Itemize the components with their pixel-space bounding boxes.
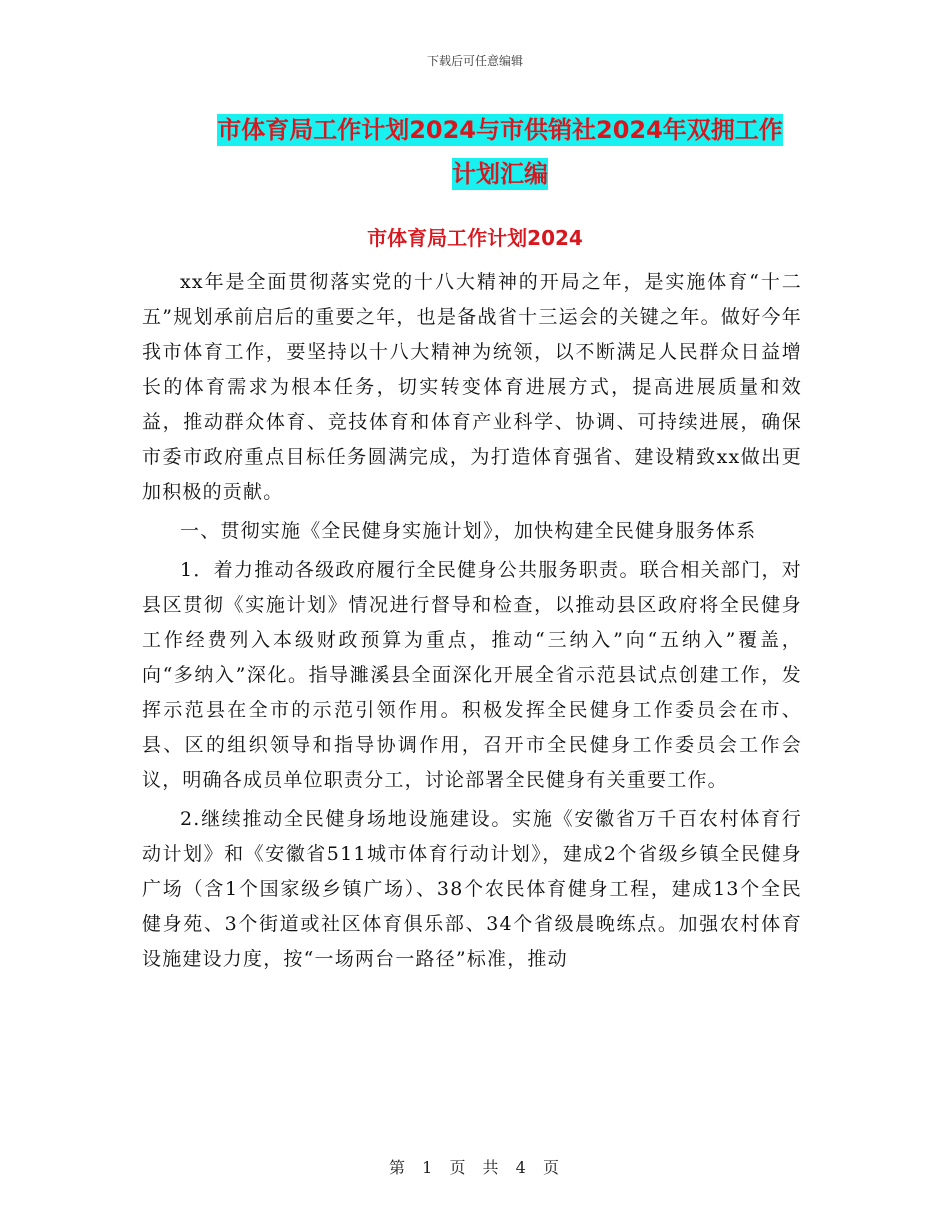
paragraph-intro: xx年是全面贯彻落实党的十八大精神的开局之年，是实施体育“十二五”规划承前启后的重要之年，也是备战省十三运会的关键之年。做好今年我市体育工作，要坚持以十八大精神为统领，以不断满足人民群众日益增长的体育需求为根本任务，切实转变体育进展方式，提高进展质量和效益，推动群众体育、竞技体育和体育产业科学、协调、可持续进展，确保市委市政府重点目标任务圆满完成，为打造体育强省、建设精致xx做出更加积极的贡献。 <box>142 271 802 503</box>
footer-total-pages: 4 <box>515 1158 528 1177</box>
section-title: 市体育局工作计划2024 <box>367 226 583 250</box>
footer-prefix: 第 <box>389 1158 408 1177</box>
document-title-line-2: 计划汇编 <box>452 160 548 188</box>
footer-page-label: 页 <box>449 1158 468 1177</box>
paragraph-item-1: 1．着力推动各级政府履行全民健身公共服务职责。联合相关部门，对县区贯彻《实施计划》情况进行督导和检查，以推动县区政府将全民健身工作经费列入本级财政预算为重点，推动“三纳入”向“五纳入”覆盖，向“多纳入”深化。指导濉溪县全面深化开展全省示范县试点创建工作，发挥示范县在全市的示范引领作用。积极发挥全民健身工作委员会在市、县、区的组织领导和指导协调作用，召开市全民健身工作委员会工作会议，明确各成员单位职责分工，讨论部署全民健身有关重要工作。 <box>142 559 802 791</box>
footer-suffix: 页 <box>542 1158 561 1177</box>
body-text <box>142 265 802 981</box>
footer-page-number: 1 <box>422 1158 435 1177</box>
header-note: 下载后可任意编辑 <box>426 54 523 68</box>
document-title <box>195 108 805 196</box>
paragraph-item-2: 2.继续推动全民健身场地设施建设。实施《安徽省万千百农村体育行动计划》和《安徽省511城市体育行动计划》，建成2个省级乡镇全民健身广场（含1个国家级乡镇广场）、38个农民体育健身工程，建成13个全民健身苑、3个街道或社区体育俱乐部、34个省级晨晚练点。加强农村体育设施建设力度，按“一场两台一路径”标准，推动 <box>142 808 802 970</box>
paragraph-heading-1: 一、贯彻实施《全民健身实施计划》，加快构建全民健身服务体系 <box>180 520 757 542</box>
footer-total-label: 共 <box>482 1158 501 1177</box>
page-footer <box>0 1155 950 1178</box>
document-title-line-1: 市体育局工作计划2024与市供销社2024年双拥工作 <box>217 116 783 144</box>
